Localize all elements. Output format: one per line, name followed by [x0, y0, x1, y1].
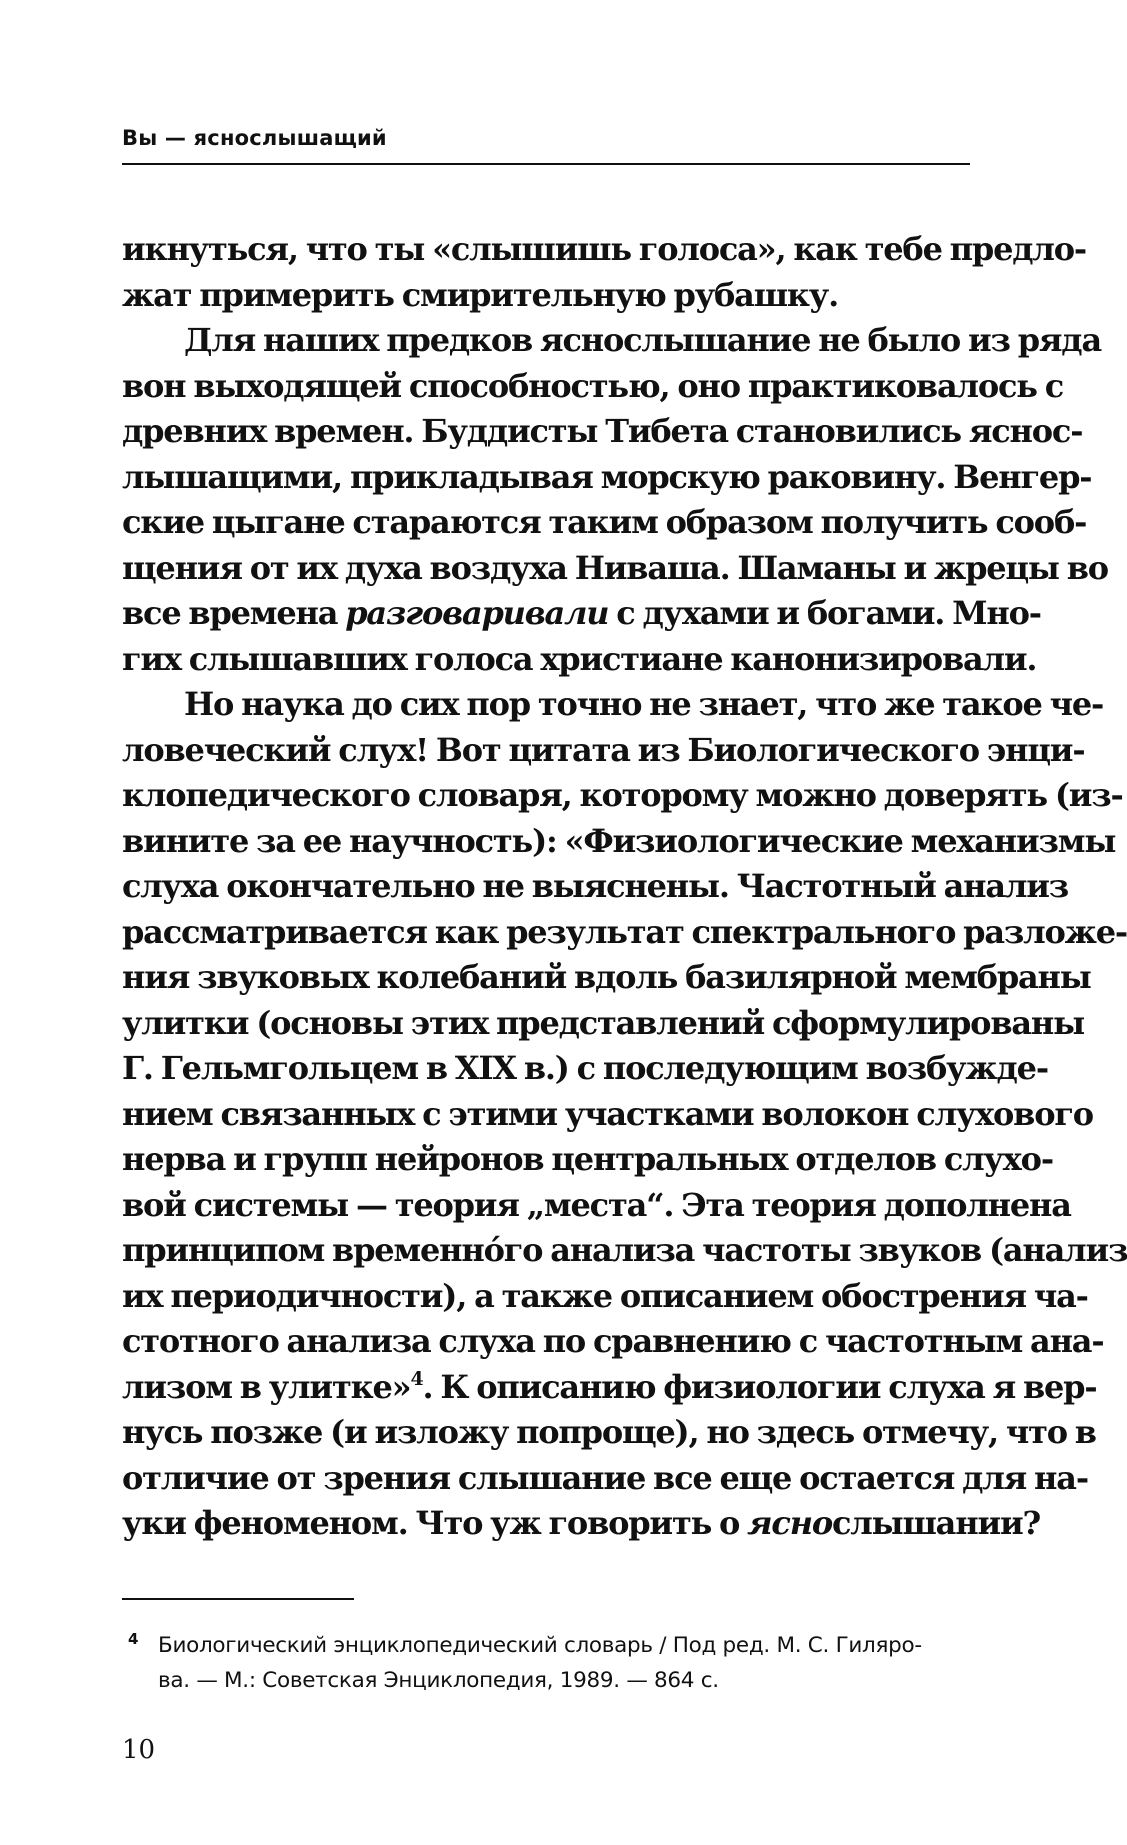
text-segment: все времена: [122, 594, 346, 632]
text-line: рассматривается как результат спектрального разложе-: [122, 912, 1127, 951]
text-line: слуха окончательно не выяснены. Частотный анализ: [122, 867, 1068, 905]
page-number: 10: [122, 1735, 156, 1765]
text-segment: с духами и богами. Мно-: [608, 594, 1041, 632]
running-head: Вы — яснослышащий: [122, 126, 387, 150]
text-line: их периодичности), а также описанием обострения ча-: [122, 1276, 1088, 1315]
text-line: отличие от зрения слышание все еще остается для на-: [122, 1458, 1088, 1497]
text-line: нусь позже (и изложу попроще), но здесь отмечу, что в: [122, 1413, 1096, 1451]
emphasis-text: разговаривали: [345, 594, 609, 632]
text-line: вой системы — теория „места“. Эта теория дополнена: [122, 1185, 1071, 1224]
text-line: Но наука до сих пор точно не знает, что же такое че-: [184, 685, 1104, 723]
text-line: вон выходящей способностью, оно практиковалось с: [122, 366, 1064, 405]
footnote-line: Биологический энциклопедический словарь / Под ред. М. С. Гиляро-: [158, 1633, 922, 1658]
text-line: нерва и групп нейронов центральных отделов слухо-: [122, 1140, 1053, 1178]
header-rule: [122, 163, 970, 165]
text-line: [122, 1501, 1041, 1547]
footnote-number: 4: [128, 1630, 139, 1648]
footnote-line: ва. — М.: Советская Энциклопедия, 1989. — 864 с.: [158, 1668, 719, 1693]
text-line: древних времен. Буддисты Тибета становились яснос-: [122, 412, 1083, 450]
text-segment: лизом в улитке»: [122, 1367, 411, 1406]
text-segment: слышании?: [831, 1504, 1041, 1542]
text-line: гих слышавших голоса христиане канонизировали.: [122, 639, 1037, 678]
text-line: вините за ее научность): «Физиологические механизмы: [122, 821, 1116, 860]
text-line: принципом временно́го анализа частоты звуков (анализ: [122, 1231, 1127, 1269]
text-line: жат примерить смирительную рубашку.: [122, 275, 839, 314]
text-line: ловеческий слух! Вот цитата из Биологического энци-: [122, 730, 1085, 769]
text-line: клопедического словаря, которому можно доверять (из-: [122, 776, 1123, 814]
text-line: ния звуковых колебаний вдоль базилярной мембраны: [122, 958, 1091, 996]
text-line: нием связанных с этими участками волокон слухового: [122, 1094, 1093, 1133]
text-segment: . К описанию физиологии слуха я вер-: [422, 1367, 1097, 1406]
text-segment: уки феноменом. Что уж говорить о: [122, 1504, 748, 1542]
text-line: ские цыгане стараются таким образом получить сооб-: [122, 503, 1087, 541]
body-text: [122, 227, 1127, 1547]
text-line: Для наших предков яснослышание не было из ряда: [184, 321, 1101, 359]
text-line: [122, 591, 1041, 637]
text-line: стотного анализа слуха по сравнению с частотным ана-: [122, 1322, 1104, 1360]
footnote-rule: [122, 1598, 354, 1600]
text-line: икнуться, что ты «слышишь голоса», как тебе предло-: [122, 230, 1086, 268]
footnote: [122, 1628, 968, 1698]
text-line: Г. Гельмгольцем в XIX в.) с последующим возбужде-: [122, 1049, 1048, 1087]
emphasis-text: ясно: [747, 1504, 832, 1542]
text-line: лышащими, прикладывая морскую раковину. Венгер-: [122, 457, 1092, 496]
footnote-reference[interactable]: 4: [410, 1367, 423, 1390]
text-line: [122, 1365, 1097, 1411]
text-line: щения от их духа воздуха Ниваша. Шаманы и жрецы во: [122, 548, 1108, 587]
text-line: улитки (основы этих представлений сформулированы: [122, 1003, 1084, 1042]
